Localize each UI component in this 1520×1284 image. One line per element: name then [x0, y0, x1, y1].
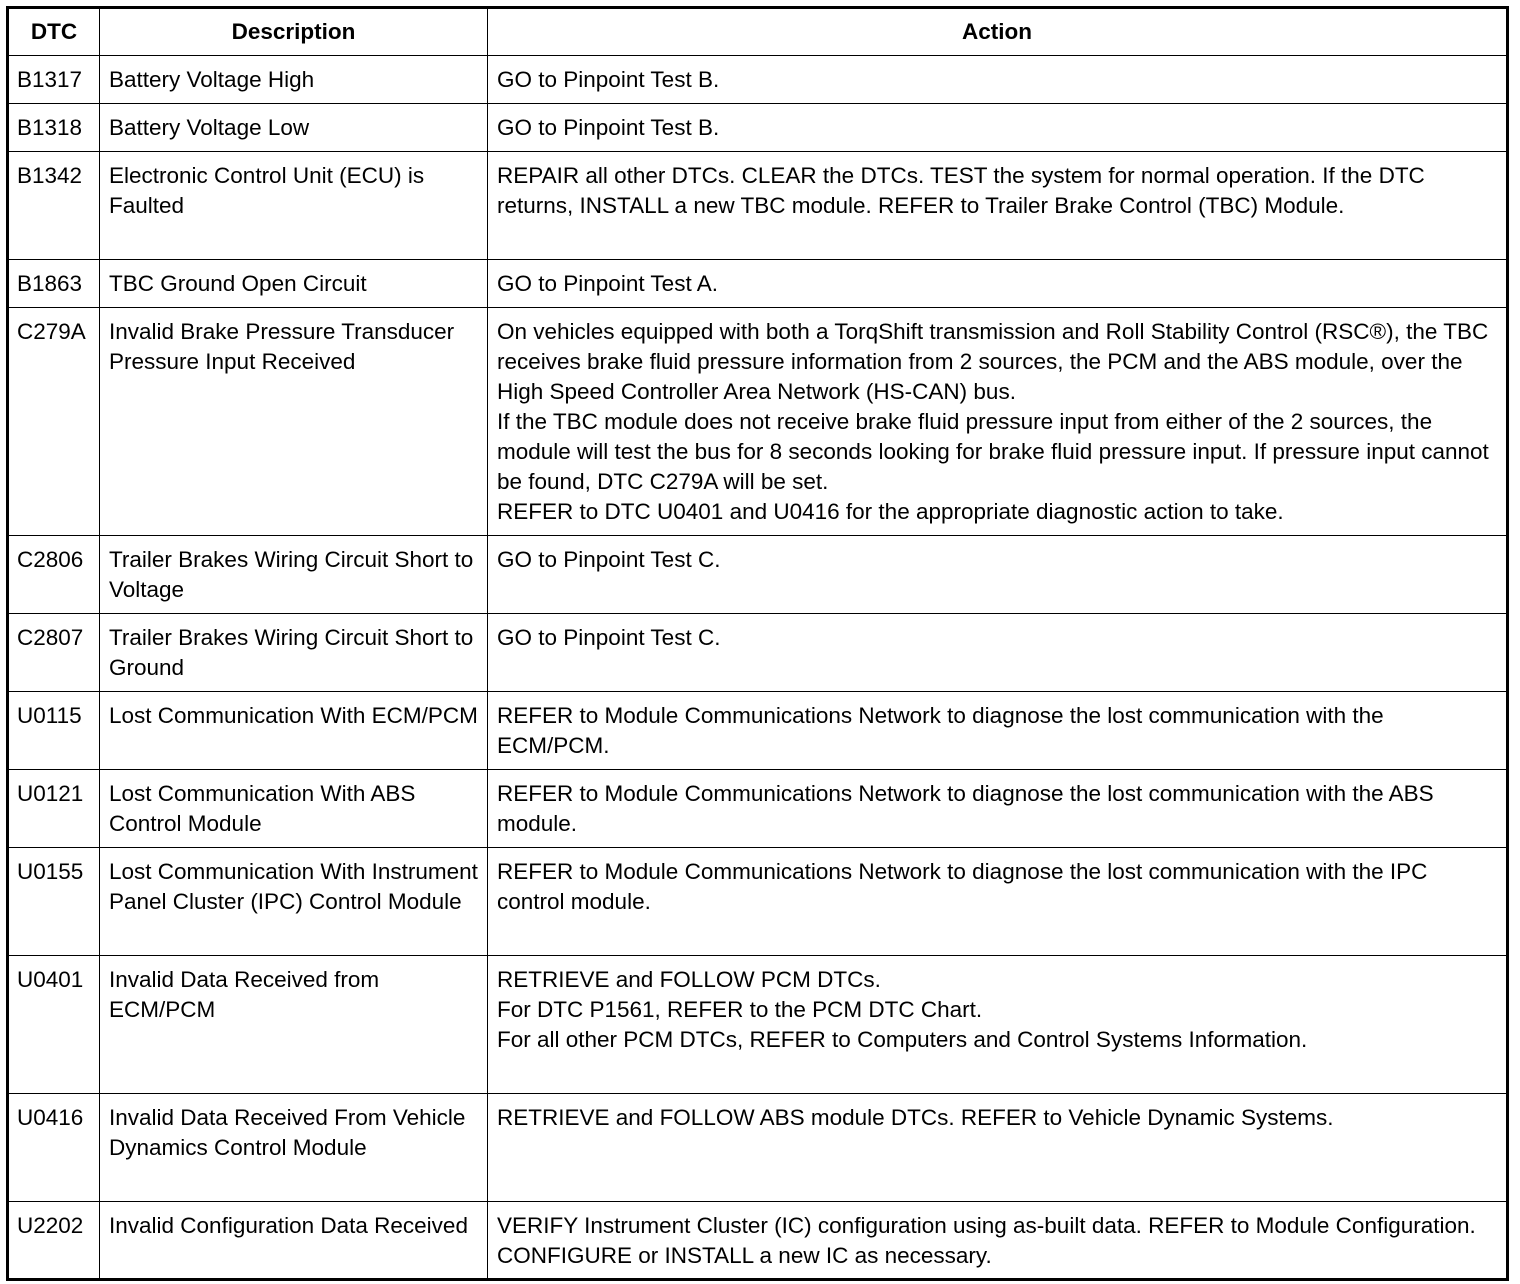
- dtc-code: B1863: [8, 260, 100, 308]
- header-row: [8, 8, 1508, 56]
- table-row: [8, 956, 1508, 1094]
- dtc-code: C2807: [8, 614, 100, 692]
- table-row: [8, 152, 1508, 260]
- dtc-description: Battery Voltage Low: [100, 104, 488, 152]
- action-paragraph: REFER to Module Communications Network to diagnose the lost communication with the ECM/PCM.: [497, 703, 1384, 758]
- dtc-action: [488, 308, 1508, 536]
- action-paragraph: For DTC P1561, REFER to the PCM DTC Chart.: [497, 997, 983, 1022]
- dtc-description: Electronic Control Unit (ECU) is Faulted: [100, 152, 488, 260]
- table-row: [8, 614, 1508, 692]
- table-row: [8, 692, 1508, 770]
- action-paragraph: If the TBC module does not receive brake fluid pressure input from either of the 2 sources, the module will test the bus for 8 seconds looking for brake fluid pressure input. If pressure input cannot be found, DTC C279A will be set.: [497, 409, 1489, 494]
- table-row: [8, 1202, 1508, 1280]
- dtc-description: Battery Voltage High: [100, 56, 488, 104]
- dtc-code: C2806: [8, 536, 100, 614]
- dtc-action: [488, 1094, 1508, 1202]
- dtc-description: Invalid Configuration Data Received: [100, 1202, 488, 1280]
- action-paragraph: GO to Pinpoint Test B.: [497, 67, 720, 92]
- table-row: [8, 848, 1508, 956]
- header-dtc: DTC: [8, 8, 100, 56]
- dtc-description: Invalid Data Received From Vehicle Dynamics Control Module: [100, 1094, 488, 1202]
- dtc-description: Trailer Brakes Wiring Circuit Short to Voltage: [100, 536, 488, 614]
- dtc-code: B1318: [8, 104, 100, 152]
- table-row: [8, 536, 1508, 614]
- table-row: [8, 308, 1508, 536]
- action-paragraph: GO to Pinpoint Test C.: [497, 547, 721, 572]
- dtc-code: U2202: [8, 1202, 100, 1280]
- dtc-description: Lost Communication With ABS Control Module: [100, 770, 488, 848]
- dtc-action: [488, 152, 1508, 260]
- dtc-action: [488, 56, 1508, 104]
- action-paragraph: For all other PCM DTCs, REFER to Computers and Control Systems Information.: [497, 1027, 1308, 1052]
- dtc-action: [488, 848, 1508, 956]
- dtc-action: [488, 956, 1508, 1094]
- action-paragraph: REPAIR all other DTCs. CLEAR the DTCs. TEST the system for normal operation. If the DTC returns, INSTALL a new TBC module. REFER to Trailer Brake Control (TBC) Module.: [497, 163, 1425, 218]
- dtc-code: B1317: [8, 56, 100, 104]
- action-paragraph: REFER to DTC U0401 and U0416 for the appropriate diagnostic action to take.: [497, 499, 1284, 524]
- dtc-description: TBC Ground Open Circuit: [100, 260, 488, 308]
- dtc-code: U0416: [8, 1094, 100, 1202]
- action-paragraph: REFER to Module Communications Network to diagnose the lost communication with the ABS module.: [497, 781, 1434, 836]
- dtc-description: Lost Communication With ECM/PCM: [100, 692, 488, 770]
- table-row: [8, 104, 1508, 152]
- dtc-action: [488, 260, 1508, 308]
- action-paragraph: GO to Pinpoint Test C.: [497, 625, 721, 650]
- table-body: [8, 56, 1508, 1280]
- action-paragraph: VERIFY Instrument Cluster (IC) configuration using as-built data. REFER to Module Configuration. CONFIGURE or INSTALL a new IC as necessary.: [497, 1213, 1476, 1268]
- action-paragraph: RETRIEVE and FOLLOW ABS module DTCs. REFER to Vehicle Dynamic Systems.: [497, 1105, 1334, 1130]
- dtc-code: B1342: [8, 152, 100, 260]
- dtc-code: U0121: [8, 770, 100, 848]
- header-action: Action: [488, 8, 1508, 56]
- dtc-description: Invalid Data Received from ECM/PCM: [100, 956, 488, 1094]
- dtc-description: Invalid Brake Pressure Transducer Pressure Input Received: [100, 308, 488, 536]
- dtc-action: [488, 1202, 1508, 1280]
- action-paragraph: On vehicles equipped with both a TorqShift transmission and Roll Stability Control (RSC®), the TBC receives brake fluid pressure information from 2 sources, the PCM and the ABS module, over the High Speed Controller Area Network (HS-CAN) bus.: [497, 319, 1489, 404]
- dtc-code: C279A: [8, 308, 100, 536]
- dtc-code: U0115: [8, 692, 100, 770]
- dtc-description: Lost Communication With Instrument Panel Cluster (IPC) Control Module: [100, 848, 488, 956]
- action-paragraph: GO to Pinpoint Test A.: [497, 271, 718, 296]
- dtc-description: Trailer Brakes Wiring Circuit Short to Ground: [100, 614, 488, 692]
- dtc-table: [6, 6, 1509, 1281]
- dtc-action: [488, 770, 1508, 848]
- table-row: [8, 770, 1508, 848]
- action-paragraph: REFER to Module Communications Network to diagnose the lost communication with the IPC control module.: [497, 859, 1428, 914]
- dtc-action: [488, 536, 1508, 614]
- dtc-action: [488, 104, 1508, 152]
- dtc-action: [488, 614, 1508, 692]
- dtc-action: [488, 692, 1508, 770]
- dtc-code: U0155: [8, 848, 100, 956]
- table-row: [8, 1094, 1508, 1202]
- action-paragraph: RETRIEVE and FOLLOW PCM DTCs.: [497, 967, 881, 992]
- header-description: Description: [100, 8, 488, 56]
- action-paragraph: GO to Pinpoint Test B.: [497, 115, 720, 140]
- table-row: [8, 260, 1508, 308]
- dtc-code: U0401: [8, 956, 100, 1094]
- table-row: [8, 56, 1508, 104]
